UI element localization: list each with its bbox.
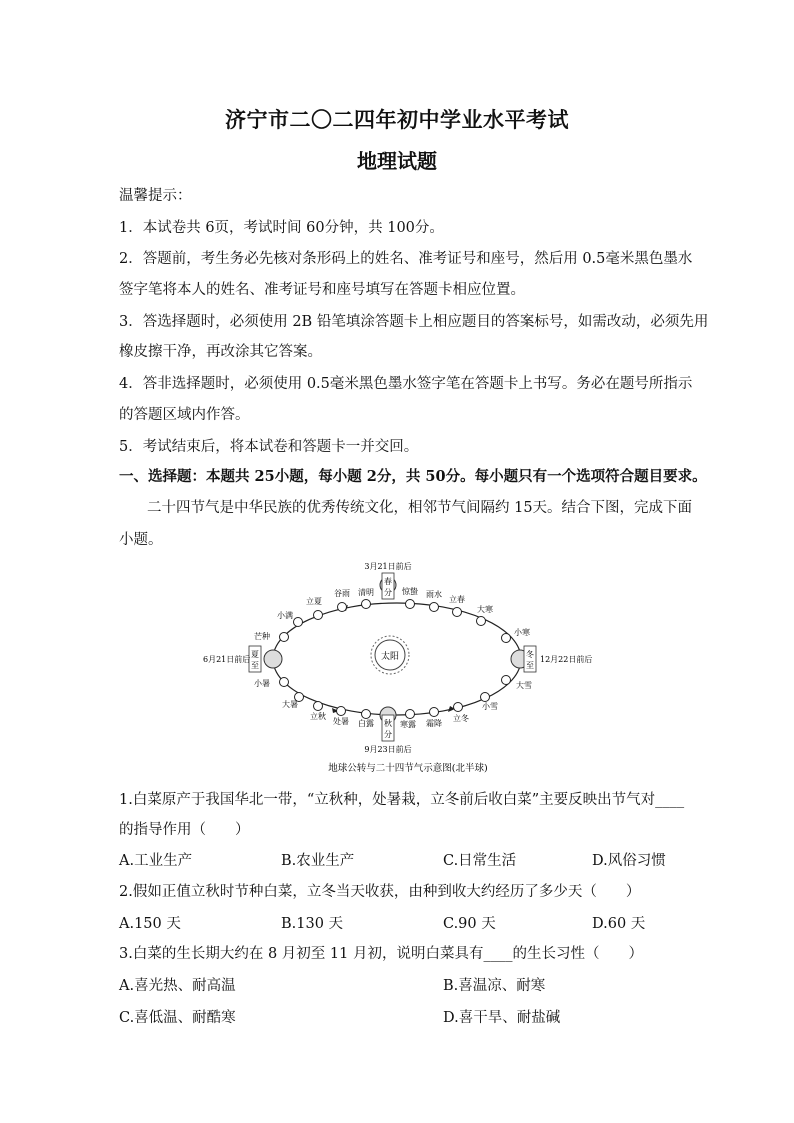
key-label: 至 xyxy=(526,661,534,670)
term-label: 小寒 xyxy=(514,628,530,637)
q3-option-b[interactable]: B.喜温凉、耐寒 xyxy=(443,978,546,994)
intro-text: 小题。 xyxy=(119,532,163,548)
term-label: 寒露 xyxy=(400,720,416,729)
key-label: 夏 xyxy=(251,650,259,659)
term-label: 雨水 xyxy=(426,590,442,599)
term-node xyxy=(400,710,416,730)
key-label: 分 xyxy=(384,730,392,739)
q2-option-b[interactable]: B.130 天 xyxy=(281,916,344,932)
notice-item: 签字笔将本人的姓名、准考证号和座号填写在答题卡相应位置。 xyxy=(119,282,525,298)
term-node xyxy=(306,596,323,620)
date-label: 9月23日前后 xyxy=(364,745,412,754)
key-label: 冬 xyxy=(526,650,534,659)
term-label: 大暑 xyxy=(282,700,298,709)
term-node xyxy=(402,586,418,609)
q3-option-a[interactable]: A.喜光热、耐高温 xyxy=(119,978,236,994)
q3-option-d[interactable]: D.喜干旱、耐盐碱 xyxy=(443,1010,561,1026)
term-label: 立秋 xyxy=(310,712,326,721)
term-node xyxy=(426,589,442,612)
term-label: 小暑 xyxy=(254,679,270,688)
exam-title: 济宁市二〇二四年初中学业水平考试 xyxy=(225,107,569,132)
term-node xyxy=(282,693,304,710)
exam-subtitle: 地理试题 xyxy=(357,149,437,173)
key-label: 至 xyxy=(251,661,259,670)
question-1-cont: 的指导作用（ ） xyxy=(119,822,250,838)
section-heading: 一、选择题：本题共 25小题，每小题 2分，共 50分。每小题只有一个选项符合题目要求。 xyxy=(119,468,707,485)
q1-option-a[interactable]: A.工业生产 xyxy=(119,853,193,869)
question-1: 1.白菜原产于我国华北一带，“立秋种，处暑栽，立冬前后收白菜”主要反映出节气对____ xyxy=(119,792,685,808)
term-label: 霜降 xyxy=(426,719,442,728)
earth-autumn xyxy=(380,707,396,741)
term-label: 大雪 xyxy=(516,681,532,690)
notice-item: 橡皮擦干净，再改涂其它答案。 xyxy=(119,344,322,360)
term-label: 小满 xyxy=(277,611,293,620)
notice-heading: 温馨提示： xyxy=(119,188,192,204)
term-node xyxy=(426,708,442,729)
notice-item: 5．考试结束后，将本试卷和答题卡一并交回。 xyxy=(119,439,419,455)
question-3: 3.白菜的生长期大约在 8 月初至 11 月初，说明白菜具有____的生长习性（ ） xyxy=(119,946,643,962)
notice-item: 的答题区域内作答。 xyxy=(119,407,250,423)
notice-item: 3．答选择题时，必须使用 2B 铅笔填涂答题卡上相应题目的答案标号，如需改动，必须先用 xyxy=(119,314,709,330)
earth-spring xyxy=(380,573,396,599)
term-node xyxy=(481,693,499,712)
term-label: 白露 xyxy=(358,719,374,728)
term-label: 芒种 xyxy=(254,632,270,641)
date-label: 6月21日前后 xyxy=(203,655,251,664)
date-label: 12月22日前后 xyxy=(540,655,593,664)
earth-winter xyxy=(511,646,536,672)
notice-item: 4．答非选择题时，必须使用 0.5毫米黑色墨水签字笔在答题卡上书写。务必在题号所指示 xyxy=(119,376,693,392)
notice-item: 2．答题前，考生务必先核对条形码上的姓名、准考证号和座号，然后用 0.5毫米黑色墨水 xyxy=(119,251,693,267)
orbit-figure xyxy=(0,552,794,782)
question-2: 2.假如正值立秋时节种白菜，立冬当天收获，由种到收大约经历了多少天（ ） xyxy=(119,884,641,900)
key-label: 秋 xyxy=(384,719,392,728)
date-label: 3月21日前后 xyxy=(364,562,412,571)
term-label: 惊蛰 xyxy=(402,587,418,596)
sun-label: 太阳 xyxy=(380,652,400,662)
term-label: 立春 xyxy=(449,595,465,604)
term-label: 谷雨 xyxy=(334,589,350,598)
earth-summer xyxy=(249,646,282,672)
q2-option-c[interactable]: C.90 天 xyxy=(443,916,496,932)
term-label: 清明 xyxy=(358,588,374,597)
term-node xyxy=(277,610,303,627)
term-node xyxy=(333,707,349,727)
term-label: 大寒 xyxy=(477,605,493,614)
q1-option-b[interactable]: B.农业生产 xyxy=(281,853,355,869)
term-label: 立冬 xyxy=(453,714,469,723)
term-node xyxy=(502,676,533,691)
term-label: 立夏 xyxy=(306,597,322,606)
q1-option-d[interactable]: D.风俗习惯 xyxy=(592,853,666,869)
sun-icon xyxy=(371,636,409,674)
q2-option-d[interactable]: D.60 天 xyxy=(592,916,646,932)
term-node xyxy=(449,594,465,617)
term-node xyxy=(254,631,289,642)
intro-text: 二十四节气是中华民族的优秀传统文化，相邻节气间隔约 15天。结合下图，完成下面 xyxy=(147,500,693,516)
term-node xyxy=(502,627,531,643)
notice-item: 1．本试卷共 6页，考试时间 60分钟，共 100分。 xyxy=(119,220,444,236)
q3-option-c[interactable]: C.喜低温、耐酷寒 xyxy=(119,1010,236,1026)
figure-caption: 地球公转与二十四节气示意图(北半球) xyxy=(328,763,488,774)
q2-option-a[interactable]: A.150 天 xyxy=(119,916,181,932)
key-label: 春 xyxy=(384,577,392,586)
key-label: 分 xyxy=(384,588,392,597)
term-node xyxy=(254,678,289,689)
term-label: 小雪 xyxy=(482,702,498,711)
q1-option-c[interactable]: C.日常生活 xyxy=(443,853,517,869)
term-label: 处暑 xyxy=(333,717,349,726)
